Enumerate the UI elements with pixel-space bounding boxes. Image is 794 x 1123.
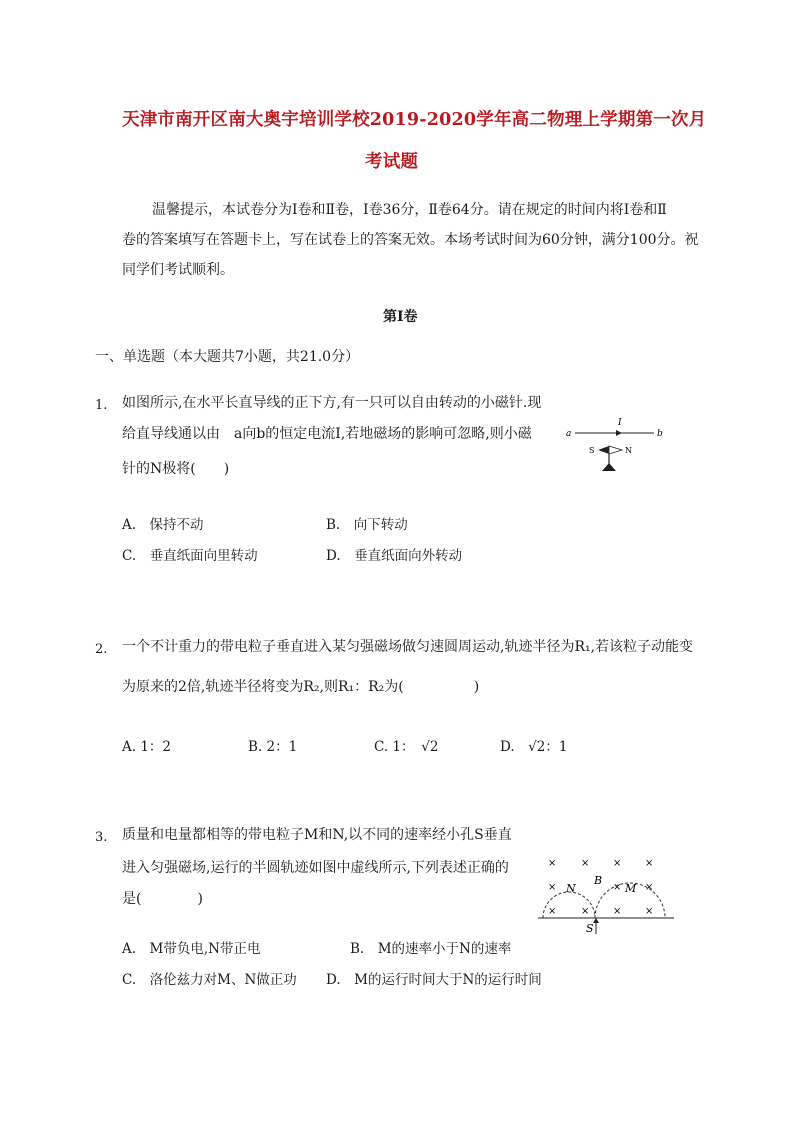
option-d: D. √2：1	[500, 739, 568, 755]
wire-compass-figure	[560, 413, 670, 475]
option-c: C. 洛伦兹力对M、N做正功	[122, 972, 297, 988]
particle-m-label: M	[625, 882, 637, 895]
wire-end-a-label: a	[566, 429, 572, 439]
wire-end-b-label: b	[657, 429, 663, 439]
question-1-line1: 如图所示,在水平长直导线的正下方,有一只可以自由转动的小磁针.现	[122, 395, 542, 411]
compass-n-label: N	[625, 446, 632, 455]
question-3-line1: 质量和电量都相等的带电粒子M和N,以不同的速率经小孔S垂直	[122, 827, 512, 843]
field-cross-icon: ×	[548, 906, 557, 917]
field-cross-icon: ×	[645, 906, 654, 917]
option-a: A. M带负电,N带正电	[122, 941, 261, 957]
current-label: I	[618, 418, 622, 428]
question-1-line2: 给直导线通以由 a向b的恒定电流I,若地磁场的影响可忽略,则小磁	[122, 426, 532, 442]
question-number: 3.	[95, 830, 108, 845]
option-a: A. 保持不动	[122, 517, 204, 533]
current-arrow-icon	[616, 430, 622, 436]
field-cross-icon: ×	[581, 858, 590, 869]
doc-title-line2: 考试题	[365, 152, 419, 172]
question-number: 2.	[95, 642, 108, 657]
field-cross-icon: ×	[613, 906, 622, 917]
section-heading: 一、单选题（本大题共7小题，共21.0分）	[95, 349, 360, 365]
field-cross-icon: ×	[645, 882, 654, 893]
option-c: C. 1： √2	[374, 739, 439, 755]
option-a: A. 1：2	[122, 739, 172, 755]
compass-base-icon	[602, 463, 616, 471]
field-b-label: B	[594, 874, 603, 887]
field-cross-icon: ×	[548, 858, 557, 869]
compass-s-label: S	[589, 446, 595, 455]
option-c: C. 垂直纸面向里转动	[122, 548, 258, 564]
compass-needle-north-icon	[609, 446, 622, 454]
option-b: B. 2：1	[248, 739, 298, 755]
question-2-line2: 为原来的2倍,轨迹半径将变为R₂,则R₁：R₂为( )	[122, 679, 480, 695]
option-b: B. M的速率小于N的速率	[350, 941, 512, 957]
field-cross-icon: ×	[645, 858, 654, 869]
hole-s-label: S	[586, 922, 594, 935]
field-cross-icon: ×	[581, 906, 590, 917]
notice-line1: 温馨提示，本试卷分为Ⅰ卷和Ⅱ卷，Ⅰ卷36分，Ⅱ卷64分。请在规定的时间内将Ⅰ卷和Ⅱ	[152, 202, 667, 218]
option-d: D. M的运行时间大于N的运行时间	[326, 972, 542, 988]
doc-title-line1: 天津市南开区南大奥宇培训学校2019-2020学年高二物理上学期第一次月	[122, 110, 707, 130]
field-cross-icon: ×	[613, 858, 622, 869]
option-b: B. 向下转动	[326, 517, 408, 533]
option-d: D. 垂直纸面向外转动	[326, 548, 463, 564]
question-number: 1.	[95, 398, 108, 413]
question-1-line3: 针的N极将( )	[122, 461, 230, 477]
arrow-up-icon	[593, 918, 599, 923]
compass-needle-icon	[598, 446, 609, 454]
notice-line2: 卷的答案填写在答题卡上，写在试卷上的答案无效。本场考试时间为60分钟，满分100分。祝	[122, 232, 699, 248]
particle-n-label: N	[566, 882, 576, 895]
question-3-line2: 进入匀强磁场,运行的半圆轨迹如图中虚线所示,下列表述正确的	[122, 860, 509, 876]
magnetic-field-figure	[538, 852, 674, 936]
field-cross-icon: ×	[548, 882, 557, 893]
notice-line3: 同学们考试顺利。	[122, 262, 234, 278]
field-cross-icon: ×	[613, 882, 622, 893]
question-3-line3: 是( )	[122, 891, 203, 907]
question-2-line1: 一个不计重力的带电粒子垂直进入某匀强磁场做匀速圆周运动,轨迹半径为R₁,若该粒子动能变	[122, 639, 694, 655]
part-title: 第Ⅰ卷	[383, 309, 418, 325]
